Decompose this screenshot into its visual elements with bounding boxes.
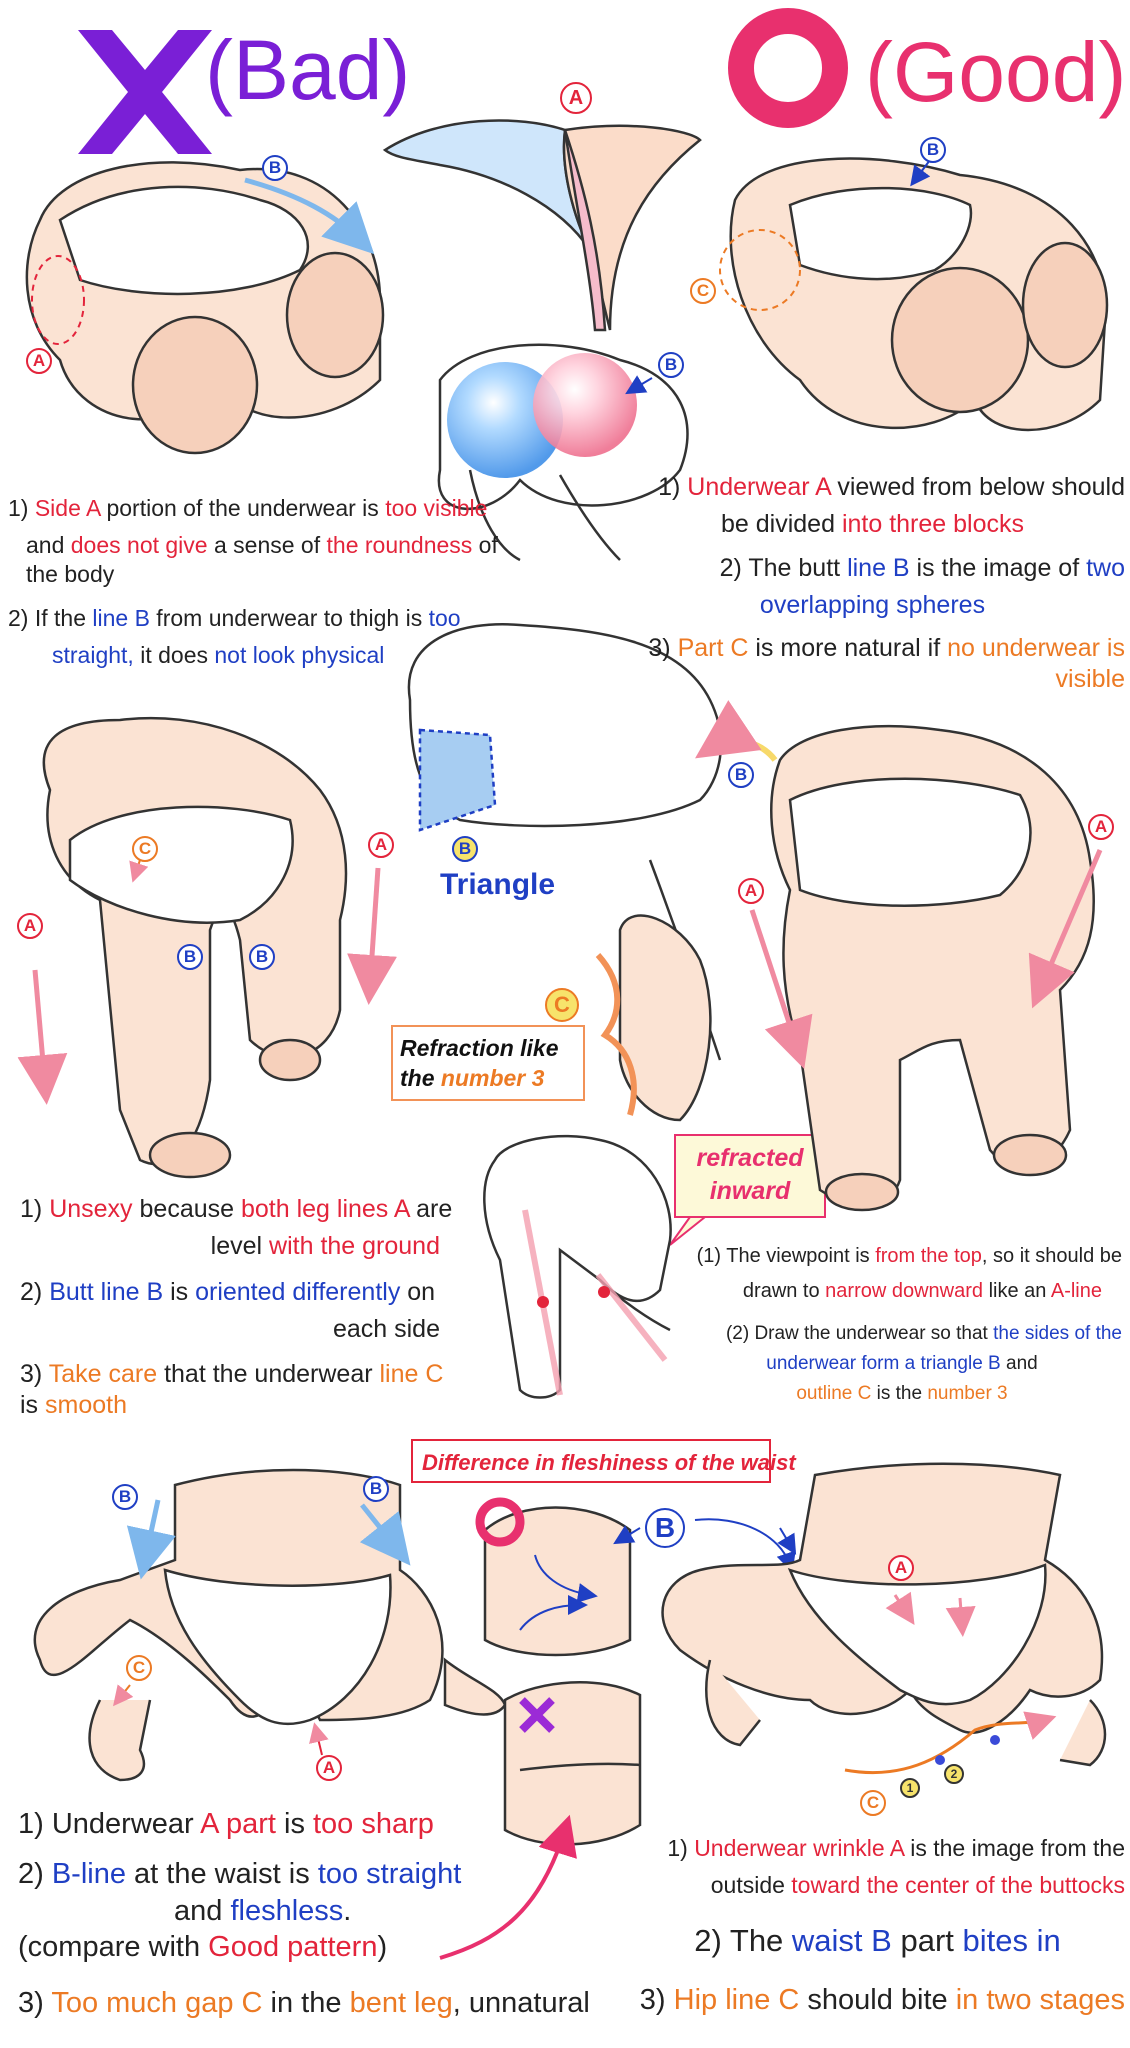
figure-good-legs-back [771,726,1093,1210]
good3-hip-line-c [845,1720,1045,1773]
good3-arrow-a-right [960,1598,962,1625]
marker-a-good2-left: A [738,878,764,904]
section1-bad-text [8,494,528,670]
marker-b-center2: B [728,762,754,788]
section2-bad-text [20,1194,460,1422]
marker-a-center: A [560,82,592,114]
center-b-arrow-right [695,1519,790,1565]
bad3-point-1: 1) Underwear A part is too sharp [18,1808,434,1840]
good1-point-2-line1: 2) The butt line B is the image of two [719,553,1125,582]
good2-point-1-line2: drawn to narrow downward like an A-line [742,1280,1102,1302]
marker-b-bad1: B [262,155,288,181]
section2-good-text [682,1244,1122,1405]
bad3-point-2-line2: and fleshless. [174,1894,352,1927]
figure-bad-hips-front [35,1470,505,1780]
refraction-line-1: Refraction like [400,1035,559,1061]
bad1-point-2-line2: straight, it does not look physical [52,642,385,668]
marker-b-bad2-right: B [249,944,275,970]
marker-2-good3: 2 [944,1764,964,1784]
marker-c-good1: C [690,278,716,304]
bad-header-label: (Bad) [205,23,411,117]
good1-point-1-line2: be divided into three blocks [721,510,1024,539]
bad1-point-1-line1: 1) Side A portion of the underwear is too visible [8,495,488,521]
refracted-line-2: inward [709,1176,791,1205]
bad2-point-1-line1: 1) Unsexy because both leg lines A are [20,1195,453,1223]
marker-c-center2: C [545,988,579,1022]
bad2-point-3: 3) Take care that the underwear line C is smooth [20,1360,444,1420]
bad3-point-2-line1: 2) B-line at the waist is too straight [18,1858,462,1891]
marker-c-good3: C [860,1790,886,1816]
good2-point-1-line1: (1) The viewpoint is from the top, so it should be [696,1245,1122,1267]
center-arrow-b-curved [715,740,775,760]
bad-cross-icon [78,30,212,154]
marker-b-good1: B [920,137,946,163]
figure-good-hips-front [663,1464,1105,1765]
bad2-point-1-line2: level with the ground [210,1232,440,1261]
marker-a-bad1: A [26,348,52,374]
refracted-line-1: refracted [696,1144,804,1172]
good3-dot-1 [935,1755,945,1765]
marker-b-triangle: B [452,836,478,862]
good3-point-2: 2) The waist B part bites in [694,1922,1061,1958]
marker-b-center: B [658,352,684,378]
marker-a-good2-right: A [1088,814,1114,840]
marker-b-bad3-left: B [112,1484,138,1510]
good-header-label: (Good) [865,25,1127,119]
marker-a-bad2-left: A [17,913,43,939]
bad3-arrow-b-left [145,1500,158,1560]
good3-point-1-line1: 1) Underwear wrinkle A is the image from the [667,1835,1125,1861]
figure-bad-hips-below [27,162,383,453]
good2-point-2-line2: underwear form a triangle B and [766,1352,1038,1374]
marker-1-good3: 1 [900,1778,920,1798]
marker-c-bad3: C [126,1655,152,1681]
figure-good-hips-below [731,159,1107,430]
good2-point-2-line3: outline C is the number 3 [796,1382,1008,1404]
good3-point-1-line2: outside toward the center of the buttocks [710,1871,1125,1898]
marker-a-good3: A [888,1555,914,1581]
bad2-point-2-line2: each side [332,1314,440,1343]
center-pink-dot-left [537,1296,549,1308]
bad3-arrow-c [118,1685,130,1700]
bad3-point-2-line3: (compare with Good pattern) [18,1930,388,1963]
bad-arrow-a-left [35,970,45,1085]
section3-good-text [630,1834,1125,2019]
good1-point-3: 3) Part C is more natural if no underwear is visible [648,634,1125,694]
section1-good-text [620,472,1125,696]
good1-point-1-line1: 1) Underwear A viewed from below should [658,473,1125,501]
refraction-callout [400,1034,559,1094]
figure-center-small-legs [484,1136,670,1397]
bad-arrow-a-right [370,868,378,985]
refracted-inward-callout [682,1142,818,1207]
good1-point-2-line2: overlapping spheres [759,590,986,619]
bad1-point-1-line2: and does not give a sense of the roundness of the body [26,531,498,587]
triangle-label: Triangle [440,868,556,901]
marker-b-center3: B [645,1508,685,1548]
bad2-point-2-line1: 2) Butt line B is oriented differently on [20,1277,436,1306]
center-pink-dot-right [598,1286,610,1298]
bad1-point-2-line1: 2) If the line B from underwear to thigh is too [8,605,461,632]
waist-difference-banner: Difference in fleshiness of the waist [422,1450,796,1475]
marker-a-bad3: A [316,1755,342,1781]
marker-c-bad2: C [132,836,158,862]
bad3-arrow-a [316,1730,322,1755]
good-circle-icon [741,21,835,115]
center-good-waist-detail [485,1508,630,1656]
good3-dot-2 [990,1735,1000,1745]
section3-bad-text [18,1806,598,2021]
good3-point-3: 3) Hip line C should bite in two stages [639,1984,1125,2017]
refraction-line-2: the number 3 [400,1064,545,1091]
marker-b-bad3-right: B [363,1476,389,1502]
good2-point-2-line1: (2) Draw the underwear so that the sides of the [725,1323,1122,1344]
center-underwear-diagram [385,120,700,330]
good3-arrow-b [780,1528,792,1548]
bad3-point-3: 3) Too much gap C in the bent leg, unnatural [18,1987,590,2019]
marker-a-bad2-right: A [368,832,394,858]
marker-b-bad2-left: B [177,944,203,970]
